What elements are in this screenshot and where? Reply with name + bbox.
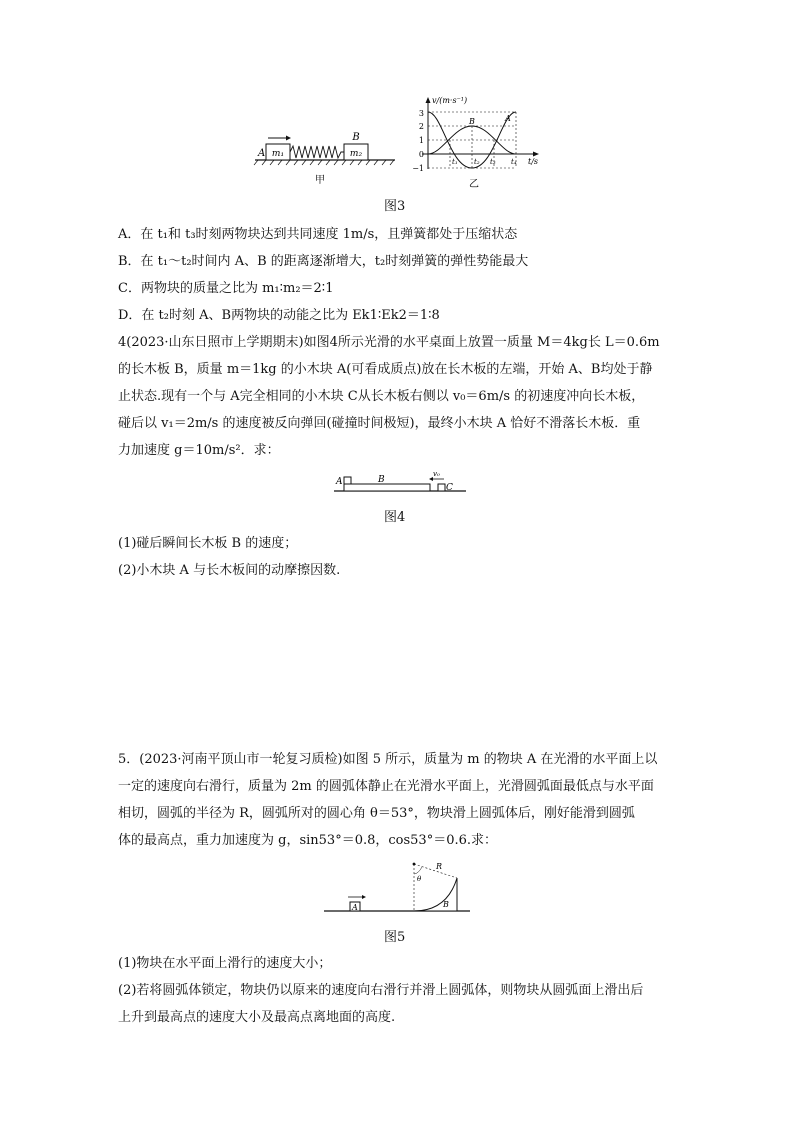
figure-4-diagram	[330, 466, 470, 496]
q5-line-2: 一定的速度向右滑行，质量为 2m 的圆弧体静止在光滑水平面上，光滑圆弧面最低点与水平面	[118, 779, 654, 794]
y-tick-neg1: −1	[412, 164, 424, 173]
y-tick-3: 3	[418, 109, 424, 118]
option-C: C．两物块的质量之比为 m₁∶m₂＝2∶1	[118, 281, 334, 296]
caption-jia: 甲	[315, 175, 325, 186]
label-A: A	[258, 148, 266, 159]
fig5-label-B: B	[443, 900, 449, 909]
q5-line-1: 5．(2023·河南平顶山市一轮复习质检)如图 5 所示，质量为 m 的物块 A 在光滑的水平面上以	[118, 752, 658, 767]
y-axis-label: v/(m·s⁻¹)	[432, 96, 468, 105]
q4-line-2: 的长木板 B，质量 m＝1kg 的小木块 A(可看成质点)放在长木板的左端，开始 A、B均处于静	[118, 362, 653, 377]
q4-sub-question-2: (2)小木块 A 与长木板间的动摩擦因数.	[118, 563, 341, 578]
curve-label-B: B	[469, 117, 475, 126]
x-tick-t2: t₂	[474, 158, 480, 166]
fig5-label-R: R	[436, 862, 443, 871]
caption-yi: 乙	[469, 179, 479, 190]
label-B: B	[352, 132, 360, 143]
figure-5-diagram	[322, 860, 472, 918]
x-tick-t1: t₁	[452, 158, 458, 166]
x-axis-label: t/s	[528, 157, 539, 166]
figure-4-caption: 图4	[384, 510, 406, 525]
curve-label-A: A	[505, 114, 511, 123]
option-A: A．在 t₁和 t₃时刻两物块达到共同速度 1m/s，且弹簧都处于压缩状态	[118, 227, 518, 242]
q5-sub-question-2-continued: 上升到最高点的速度大小及最高点离地面的高度.	[118, 1010, 396, 1025]
q5-sub-question-1: (1)物块在水平面上滑行的速度大小；	[118, 956, 332, 971]
q4-line-1: 4(2023·山东日照市上学期期末)如图4所示光滑的水平桌面上放置一质量 M＝4kg长 L＝0.6m	[118, 335, 660, 350]
fig4-label-C: C	[446, 483, 453, 493]
label-m1: m₁	[271, 149, 285, 159]
figure-3-left-diagram	[250, 128, 400, 188]
q4-sub-question-1: (1)碰后瞬间长木板 B 的速度；	[118, 536, 298, 551]
option-B: B．在 t₁～t₂时间内 A、B 的距离逐渐增大，t₂时刻弹簧的弹性势能最大	[118, 254, 529, 269]
x-tick-t4: t₄	[511, 158, 517, 166]
fig4-label-v0: v₀	[433, 470, 440, 478]
fig5-label-A: A	[352, 903, 358, 912]
q4-line-5: 力加速度 g＝10m/s²．求：	[118, 443, 280, 458]
q4-line-4: 碰后以 v₁＝2m/s 的速度被反向弹回(碰撞时间极短)，最终小木块 A 恰好不滑落长木板．重	[118, 416, 641, 431]
fig4-label-B: B	[378, 475, 385, 485]
x-tick-t3: t₃	[490, 158, 496, 166]
q5-sub-question-2: (2)若将圆弧体锁定，物块仍以原来的速度向右滑行并滑上圆弧体，则物块从圆弧面上滑出后	[118, 983, 644, 998]
q4-line-3: 止状态.现有一个与 A完全相同的小木块 C从长木板右侧以 v₀＝6m/s 的初速度冲向长木板，	[118, 389, 645, 404]
q5-line-3: 相切，圆弧的半径为 R，圆弧所对的圆心角 θ＝53°，物块滑上圆弧体后，刚好能滑到圆弧	[118, 806, 635, 821]
option-D: D．在 t₂时刻 A、B两物块的动能之比为 Ek1∶Ek2＝1∶8	[118, 308, 440, 323]
y-tick-1: 1	[418, 136, 424, 145]
figure-3-caption: 图3	[384, 199, 406, 214]
label-m2: m₂	[349, 149, 363, 159]
q5-line-4: 体的最高点，重力加速度为 g，sin53°＝0.8，cos53°＝0.6.求：	[118, 833, 497, 848]
fig4-label-A: A	[336, 477, 343, 487]
fig5-label-theta: θ	[417, 875, 422, 883]
figure-5-caption: 图5	[384, 930, 406, 945]
y-tick-2: 2	[418, 122, 424, 131]
figure-3-vt-graph	[410, 96, 550, 192]
y-tick-0: 0	[418, 150, 424, 159]
